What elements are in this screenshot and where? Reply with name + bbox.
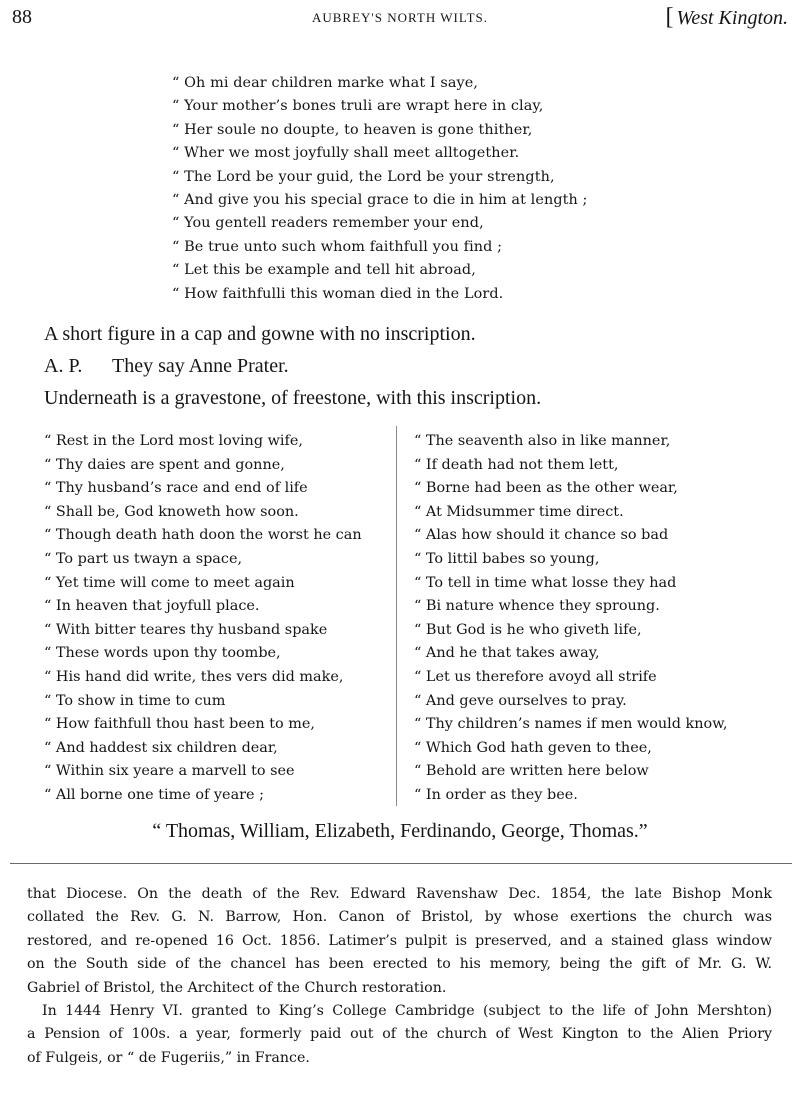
inscription-line: “ And geve ourselves to pray. <box>414 692 627 709</box>
section-title-text: West Kington. <box>676 7 788 29</box>
inscription-line: “ To show in time to cum <box>44 692 226 709</box>
inscription-line: “ With bitter teares thy husband spake <box>44 621 328 638</box>
verse-line: “ How faithfulli this woman died in the Lord. <box>172 285 504 302</box>
column-divider <box>396 426 397 806</box>
body-text <box>27 883 772 1070</box>
inscription-line: “ Borne had been as the other wear, <box>414 480 678 497</box>
inscription-line: “ Let us therefore avoyd all strife <box>414 668 657 685</box>
inscription-line: “ These words upon thy toombe, <box>44 645 281 662</box>
epitaph-verse <box>172 72 588 306</box>
inscription-line: “ His hand did write, thes vers did make, <box>44 668 344 685</box>
inscription-line: “ In heaven that joyfull place. <box>44 598 260 615</box>
inscription-line: “ Thy children’s names if men would know, <box>414 716 728 733</box>
page-header <box>0 0 800 40</box>
body-line: of Fulgeis, or “ de Fugeriis,” in France. <box>27 1049 310 1066</box>
running-title: AUBREY'S NORTH WILTS. <box>311 10 489 25</box>
inscription-line: “ Shall be, God knoweth how soon. <box>44 503 299 520</box>
inscription-line: “ Which God hath geven to thee, <box>414 739 652 756</box>
verse-line: “ Her soule no doupte, to heaven is gone thither, <box>172 121 533 138</box>
verse-line: “ Let this be example and tell hit abroad, <box>172 262 476 279</box>
body-line: restored, and re-opened 16 Oct. 1856. Latimer’s pulpit is preserved, and a stained glass window <box>27 932 772 949</box>
inscription-line: “ And he that takes away, <box>414 645 600 662</box>
inscription-line: “ Behold are written here below <box>414 763 649 780</box>
inscription-line: “ But God is he who giveth life, <box>414 621 642 638</box>
body-line: a Pension of 100s. a year, formerly paid out of the church of West Kington to the Alien Priory <box>27 1026 772 1043</box>
section-divider <box>10 863 792 864</box>
verse-line: “ You gentell readers remember your end, <box>172 215 484 232</box>
body-line: that Diocese. On the death of the Rev. Edward Ravenshaw Dec. 1854, the late Bishop Monk <box>27 886 772 902</box>
description-lines <box>44 318 541 414</box>
inscription-line: “ Within six yeare a marvell to see <box>44 763 295 780</box>
inscription-line: “ Thy daies are spent and gonne, <box>44 456 285 473</box>
inscription-line: “ Though death hath doon the worst he can <box>44 527 362 544</box>
initials: A. P. <box>44 355 83 377</box>
initials-line <box>44 350 541 382</box>
inscription-line: “ The seaventh also in like manner, <box>414 433 671 449</box>
inscription-line: “ To part us twayn a space, <box>44 550 243 567</box>
verse-line: “ Oh mi dear children marke what I saye, <box>172 75 479 91</box>
body-line: collated the Rev. G. N. Barrow, Hon. Canon of Bristol, by whose exertions the church was <box>27 909 772 926</box>
verse-line: “ Be true unto such whom faithfull you find ; <box>172 238 503 255</box>
section-bracket: [ <box>665 4 674 30</box>
inscription-line: “ Bi nature whence they sproung. <box>414 598 660 615</box>
inscription-line: “ In order as they bee. <box>414 786 578 803</box>
children-names: “ Thomas, William, Elizabeth, Ferdinando, George, Thomas.” <box>152 820 648 842</box>
inscription-right-column <box>414 430 727 808</box>
figure-description: A short figure in a cap and gowne with no inscription. <box>44 323 476 345</box>
inscription-line: “ And haddest six children dear, <box>44 739 278 756</box>
verse-line: “ Your mother’s bones truli are wrapt here in clay, <box>172 98 544 115</box>
verse-line: “ Wher we most joyfully shall meet alltogether. <box>172 145 520 162</box>
inscription-line: “ How faithfull thou hast been to me, <box>44 716 315 733</box>
inscription-line: “ Rest in the Lord most loving wife, <box>44 433 303 449</box>
inscription-line: “ Thy husband’s race and end of life <box>44 480 308 497</box>
inscription-line: “ Yet time will come to meet again <box>44 574 295 591</box>
section-title <box>666 4 789 31</box>
inscription-line: “ If death had not them lett, <box>414 456 619 473</box>
verse-line: “ The Lord be your guid, the Lord be your strength, <box>172 168 555 185</box>
attribution: They say Anne Prater. <box>112 355 289 377</box>
body-line: In 1444 Henry VI. granted to King’s College Cambridge (subject to the life of John Mershton) <box>42 1003 772 1020</box>
body-line: Gabriel of Bristol, the Architect of the Church restoration. <box>27 979 447 996</box>
inscription-line: “ To tell in time what losse they had <box>414 574 677 591</box>
page-number: 88 <box>12 6 32 28</box>
inscription-line: “ At Midsummer time direct. <box>414 503 624 520</box>
gravestone-description: Underneath is a gravestone, of freestone, with this inscription. <box>44 387 542 409</box>
body-line: on the South side of the chancel has been erected to his memory, being the gift of Mr. G. W. <box>27 956 772 973</box>
gravestone-inscription <box>44 430 784 810</box>
inscription-line: “ All borne one time of yeare ; <box>44 786 264 803</box>
verse-line: “ And give you his special grace to die in him at length ; <box>172 192 588 209</box>
inscription-line: “ To littil babes so young, <box>414 550 600 567</box>
inscription-left-column <box>44 430 362 808</box>
inscription-line: “ Alas how should it chance so bad <box>414 527 669 544</box>
